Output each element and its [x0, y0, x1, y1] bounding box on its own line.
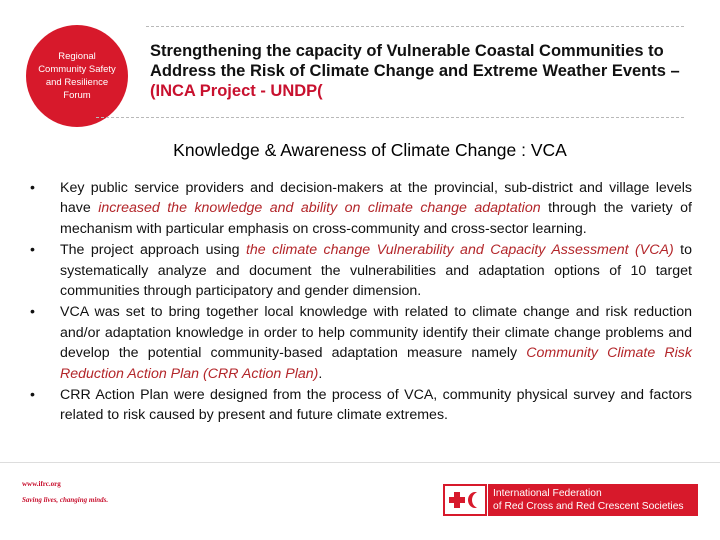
bullet-text: The project approach using: [60, 242, 246, 259]
title-main: Strengthening the capacity of Vulnerable Coastal Communities to Address the Risk of Climate Change and Extreme Weather Events –: [150, 42, 680, 80]
ifrc-logo: [443, 484, 698, 516]
list-item: [30, 302, 692, 384]
badge-line: Forum: [63, 90, 91, 101]
footer-tagline: Saving lives, changing minds.: [22, 496, 109, 504]
bullet-marker: •: [30, 304, 35, 321]
bullet-emphasis: increased the knowledge and ability on climate change adaptation: [98, 200, 541, 217]
bullet-text: to systematically analyze and document the vulnerabilities and adaptation options of 10 target communities through participatory and gender dimension.: [60, 242, 692, 300]
footer-divider: [0, 462, 720, 463]
bullet-text: through the variety of mechanism with particular emphasis on cross-community and cross-sector learning.: [60, 200, 692, 237]
bullet-emphasis: Community Climate Risk Reduction Action Plan (CRR Action Plan): [60, 345, 692, 382]
ifrc-name-line: International Federation: [493, 488, 602, 499]
ifrc-name: [487, 484, 698, 516]
list-item: [30, 240, 692, 301]
badge-line: Regional: [58, 51, 96, 62]
ifrc-name-line: of Red Cross and Red Crescent Societies: [493, 501, 684, 512]
bullet-marker: •: [30, 180, 35, 196]
red-cross-icon: [449, 492, 465, 508]
footer-url[interactable]: www.ifrc.org: [22, 480, 61, 488]
top-divider: [146, 26, 684, 27]
slide-title: [150, 41, 700, 101]
bullet-marker: •: [30, 242, 35, 259]
emblems: [445, 486, 485, 514]
title-project-tag: (INCA Project - UNDP(: [150, 82, 323, 100]
badge-line: Community Safety: [38, 64, 116, 75]
bullet-text: Key public service providers and decision-makers at the provincial, sub-district and village levels have: [60, 180, 692, 217]
bullet-text: CRR Action Plan were designed from the process of VCA, community physical survey and factors related to risk caused by present and future climate extremes.: [60, 387, 692, 424]
list-item: [30, 178, 692, 239]
forum-badge: [26, 25, 128, 127]
section-heading: Knowledge & Awareness of Climate Change : VCA: [173, 140, 567, 160]
bullet-list: [30, 178, 692, 427]
badge-line: and Resilience: [45, 77, 109, 88]
list-item: [30, 385, 692, 426]
red-crescent-icon: [472, 492, 486, 508]
bullet-text: .: [318, 365, 323, 382]
bullet-text: VCA was set to bring together local knowledge with related to climate change and risk reduction and/or adaptation knowledge in order to help community identify their climate change problems and develop the potential community-based adaptation measure namely: [60, 304, 692, 362]
bullet-marker: •: [30, 387, 35, 404]
bullet-emphasis: the climate change Vulnerability and Capacity Assessment (VCA): [245, 242, 674, 259]
forum-badge-text: [38, 50, 116, 102]
title-divider: [96, 117, 684, 118]
